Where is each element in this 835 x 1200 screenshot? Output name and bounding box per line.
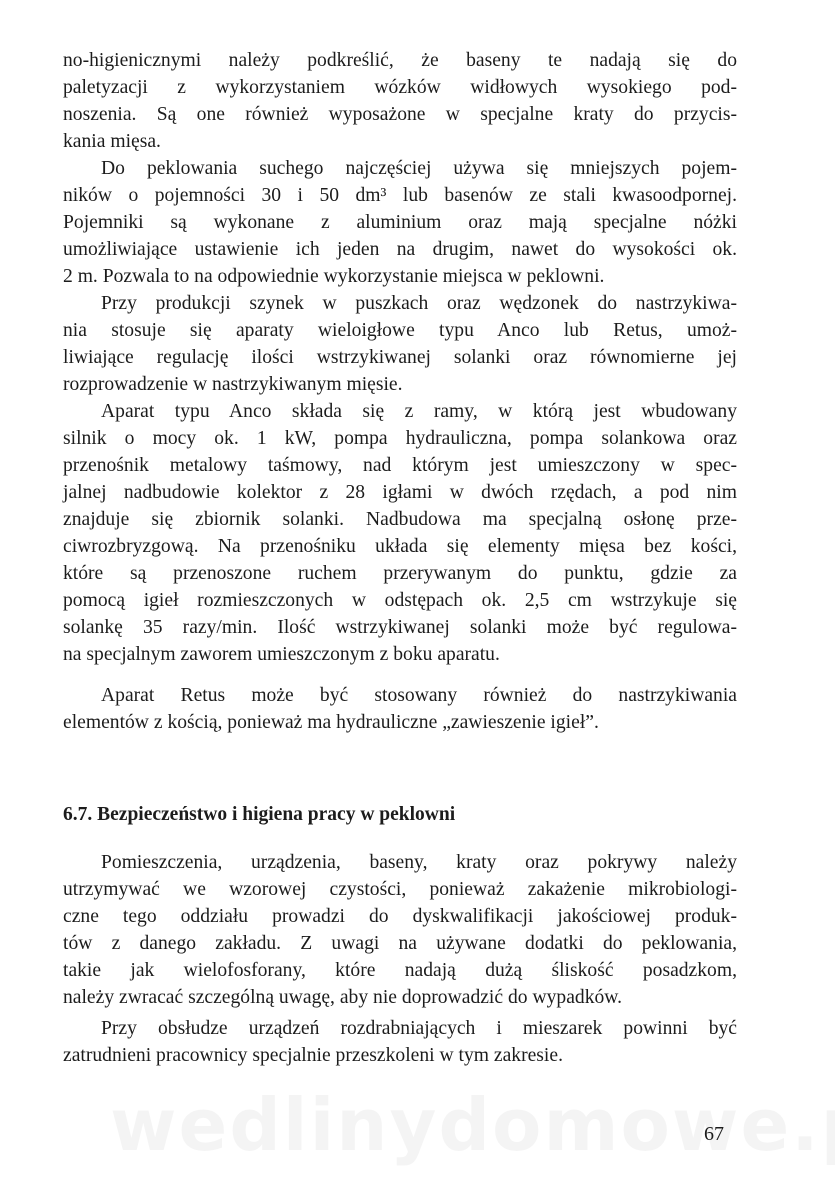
text-line: tów z danego zakładu. Z uwagi na używane dodatki do peklowania, xyxy=(63,933,737,954)
text-line: utrzymywać we wzorowej czystości, ponieważ zakażenie mikrobiologi- xyxy=(63,879,737,900)
text-line: solankę 35 razy/min. Ilość wstrzykiwanej solanki może być regulowa- xyxy=(63,617,737,638)
paragraph xyxy=(63,398,737,668)
text-line: które są przenoszone ruchem przerywanym do punktu, gdzie za xyxy=(63,563,737,584)
text-line: ciwrozbryzgową. Na przenośniku układa się elementy mięsa bez kości, xyxy=(63,536,737,557)
text-line: 2 m. Pozwala to na odpowiednie wykorzystanie miejsca w peklowni. xyxy=(63,266,605,287)
text-line: Aparat typu Anco składa się z ramy, w którą jest wbudowany xyxy=(101,401,737,422)
text-line: noszenia. Są one również wyposażone w specjalne kraty do przycis- xyxy=(63,104,737,125)
text-line: nia stosuje się aparaty wieloigłowe typu Anco lub Retus, umoż- xyxy=(63,320,737,341)
paragraph xyxy=(63,47,737,155)
paragraph xyxy=(63,290,737,398)
text-line: Do peklowania suchego najczęściej używa się mniejszych pojem- xyxy=(101,158,737,179)
paragraph xyxy=(63,682,737,736)
text-line: ników o pojemności 30 i 50 dm³ lub basenów ze stali kwasoodpornej. xyxy=(63,185,737,206)
text-line: liwiające regulację ilości wstrzykiwanej solanki oraz równomierne jej xyxy=(63,347,737,368)
paragraph xyxy=(63,155,737,290)
text-line: Aparat Retus może być stosowany również do nastrzykiwania xyxy=(101,685,737,706)
section-heading: 6.7. Bezpieczeństwo i higiena pracy w peklowni xyxy=(63,804,456,825)
watermark xyxy=(110,1085,750,1165)
text-line: rozprowadzenie w nastrzykiwanym mięsie. xyxy=(63,374,403,395)
text-line: Przy obsłudze urządzeń rozdrabniających i mieszarek powinni być xyxy=(101,1018,737,1039)
text-line: Przy produkcji szynek w puszkach oraz wędzonek do nastrzykiwa- xyxy=(101,293,737,314)
text-line: kania mięsa. xyxy=(63,131,161,152)
text-line: umożliwiające ustawienie ich jeden na drugim, nawet do wysokości ok. xyxy=(63,239,737,260)
text-line: Pojemniki są wykonane z aluminium oraz mają specjalne nóżki xyxy=(63,212,737,233)
paragraph xyxy=(63,1015,737,1069)
text-line: znajduje się zbiornik solanki. Nadbudowa ma specjalną osłonę prze- xyxy=(63,509,737,530)
text-line: na specjalnym zaworem umieszczonym z boku aparatu. xyxy=(63,644,500,665)
text-line: takie jak wielofosforany, które nadają dużą śliskość posadzkom, xyxy=(63,960,737,981)
text-line: czne tego oddziału prowadzi do dyskwalifikacji jakościowej produk- xyxy=(63,906,737,927)
paragraph xyxy=(63,849,737,1011)
text-line: elementów z kością, ponieważ ma hydrauliczne „zawieszenie igieł”. xyxy=(63,712,599,733)
text-line: należy zwracać szczególną uwagę, aby nie doprowadzić do wypadków. xyxy=(63,987,623,1008)
text-line: paletyzacji z wykorzystaniem wózków widłowych wysokiego pod- xyxy=(63,77,737,98)
text-line: silnik o mocy ok. 1 kW, pompa hydrauliczna, pompa solankowa oraz xyxy=(63,428,737,449)
text-line: zatrudnieni pracownicy specjalnie przeszkoleni w tym zakresie. xyxy=(63,1045,563,1066)
text-line: Pomieszczenia, urządzenia, baseny, kraty oraz pokrywy należy xyxy=(101,852,737,873)
text-line: jalnej nadbudowie kolektor z 28 igłami w dwóch rzędach, a pod nim xyxy=(63,482,737,503)
page-number: 67 xyxy=(704,1123,724,1145)
text-line: no-higienicznymi należy podkreślić, że baseny te nadają się do xyxy=(63,50,737,71)
text-line: pomocą igieł rozmieszczonych w odstępach ok. 2,5 cm wstrzykuje się xyxy=(63,590,737,611)
text-line: przenośnik metalowy taśmowy, nad którym jest umieszczony w spec- xyxy=(63,455,737,476)
